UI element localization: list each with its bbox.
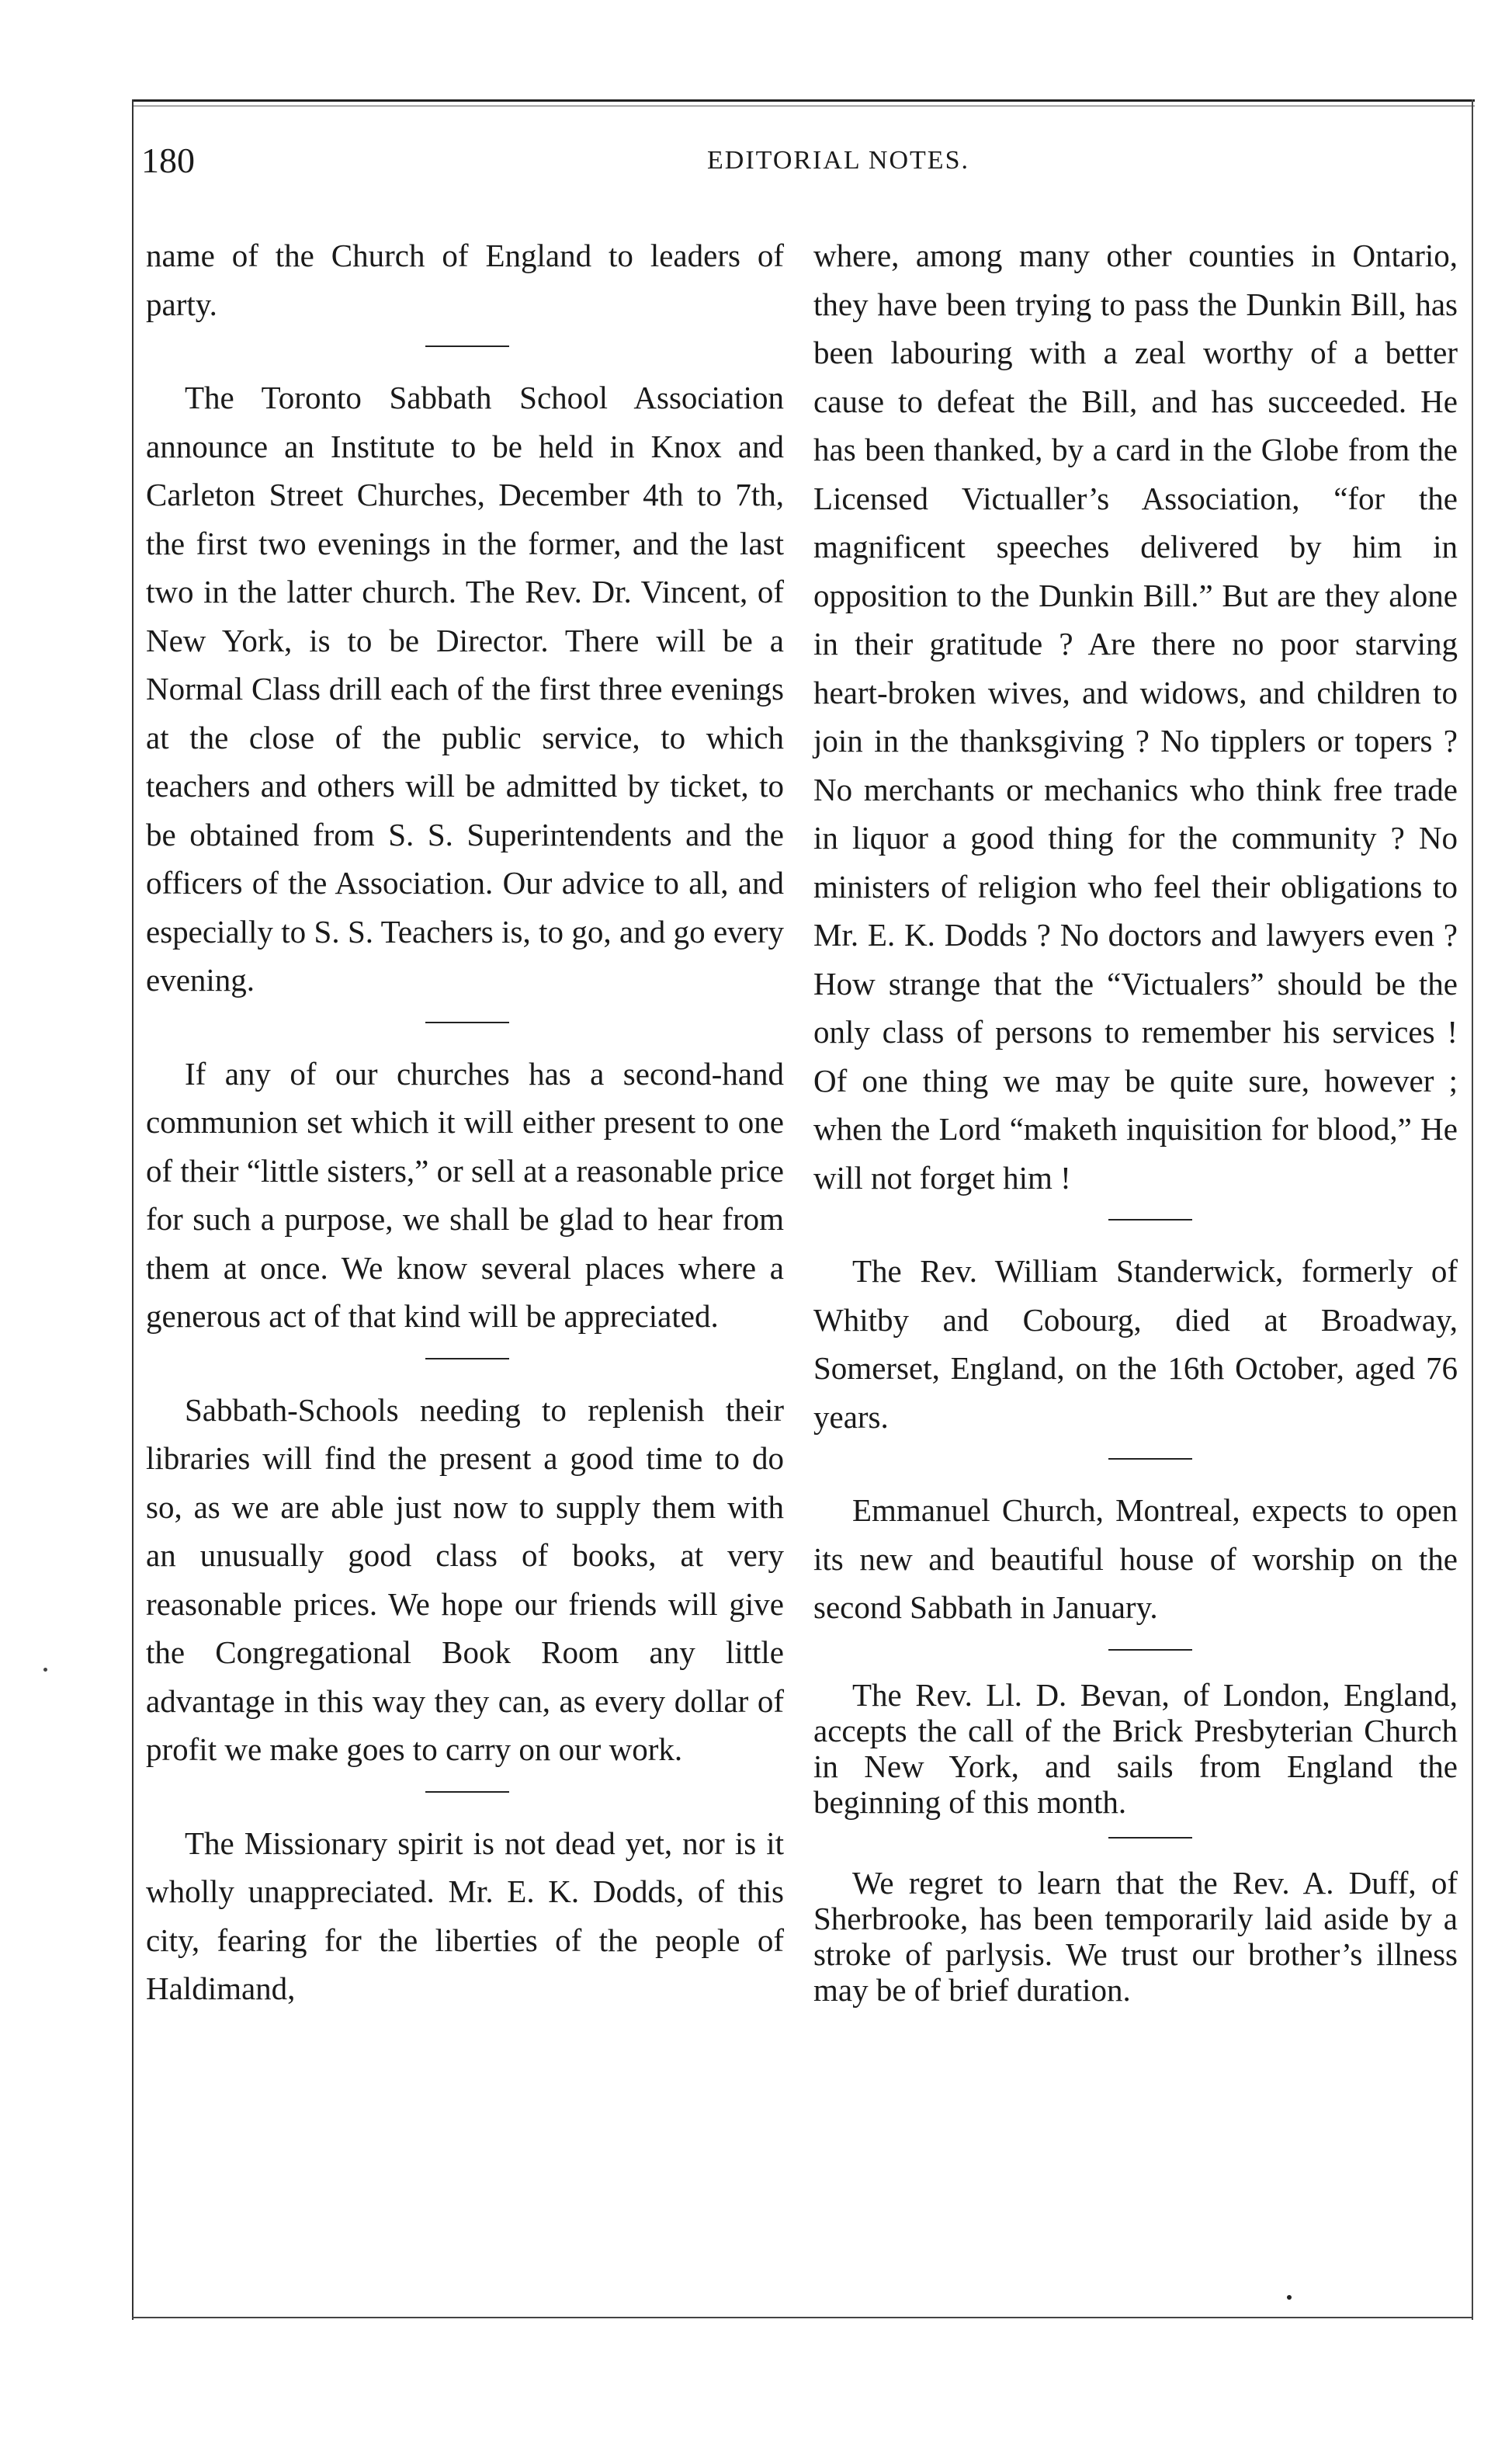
- section-separator: [425, 1022, 509, 1023]
- page-header: [140, 140, 1459, 186]
- scan-speck: [43, 1668, 47, 1672]
- section-separator: [425, 1358, 509, 1359]
- left-column: [146, 231, 784, 2013]
- page-border-top: [132, 99, 1475, 102]
- left-paragraph-book-room: Sabbath-Schools needing to replenish their libraries will find the present a good time to do so, as we are able just now to supply them with an unusually good class of books, at very reasonable prices. We hope our friends will give the Congregational Book Room any little advantage in this way they can, as every dollar of profit we make goes to carry on our work.: [146, 1391, 784, 1767]
- page-border-right: [1472, 99, 1473, 2320]
- page-border-bottom: [132, 2317, 1473, 2318]
- left-paragraph-communion-set: If any of our churches has a second-hand communion set which it will either present to one of their “little sisters,” or sell at a reasonable price for such a purpose, we shall be glad to hear from them at once. We know several places where a generous act of that kind will be appreciated.: [146, 1055, 784, 1334]
- page-border-left: [132, 99, 134, 2320]
- section-separator: [425, 1791, 509, 1793]
- page-number: 180: [141, 141, 195, 180]
- left-paragraph-missionary-spirit: The Missionary spirit is not dead yet, nor is it wholly unappreciated. Mr. E. K. Dodds, of this city, fearing for the liberties of the people of Haldimand,: [146, 1825, 784, 2006]
- left-paragraph-sabbath-school-institute: The Toronto Sabbath School Association announce an Institute to be held in Knox and Carleton Street Churches, December 4th to 7th, the first two evenings in the former, and the last two in the latter church. The Rev. Dr. Vincent, of New York, is to be Director. There will be a Normal Class drill each of the first three evenings at the close of the public service, to which teachers and others will be admitted by ticket, to be obtained from S. S. Superintendents and the officers of the Association. Our advice to all, and especially to S. S. Teachers is, to go, and go every evening.: [146, 380, 784, 998]
- right-paragraph-emmanuel-church: Emmanuel Church, Montreal, expects to open its new and beautiful house of worship on the second Sabbath in January.: [813, 1492, 1458, 1625]
- right-paragraph-bevan: The Rev. Ll. D. Bevan, of London, England, accepts the call of the Brick Presbyterian Church in New York, and sails from England the beginning of this month.: [813, 1676, 1458, 1820]
- section-separator: [425, 345, 509, 347]
- section-separator: [1108, 1837, 1192, 1839]
- print-mark: [1287, 2295, 1292, 2300]
- right-paragraph-dunkin-bill: where, among many other counties in Ontario, they have been trying to pass the Dunkin Bill, has been labouring with a zeal worthy of a better cause to defeat the Bill, and has succeeded. He has been thanked, by a card in the Globe from the Licensed Victualler’s Association, “for the magnificent speeches delivered by him in opposition to the Dunkin Bill.” But are they alone in their gratitude ? Are there no poor starving heart-broken wives, and widows, and children to join in the thanksgiving ? No tipplers or topers ? No merchants or mechanics who think free trade in liquor a good thing for the community ? No ministers of religion who feel their obligations to Mr. E. K. Dodds ? No doctors and lawyers even ? How strange that the “Victualers” should be the only class of persons to remember his services ! Of one thing we may be quite sure, however ; when the Lord “maketh inquisition for blood,” He will not forget him !: [813, 238, 1458, 1196]
- right-paragraph-standerwick: The Rev. William Standerwick, formerly of Whitby and Cobourg, died at Broadway, Somerset, England, on the 16th October, aged 76 years.: [813, 1253, 1458, 1435]
- section-separator: [1108, 1649, 1192, 1651]
- right-paragraph-duff: We regret to learn that the Rev. A. Duff, of Sherbrooke, has been temporarily laid aside by a stroke of parlysis. We trust our brother’s illness may be of brief duration.: [813, 1864, 1458, 2008]
- right-column: [813, 231, 1458, 2008]
- section-separator: [1108, 1458, 1192, 1460]
- section-separator: [1108, 1219, 1192, 1220]
- running-head: EDITORIAL NOTES.: [707, 146, 969, 175]
- left-paragraph-continued: name of the Church of England to leaders of party.: [146, 238, 784, 322]
